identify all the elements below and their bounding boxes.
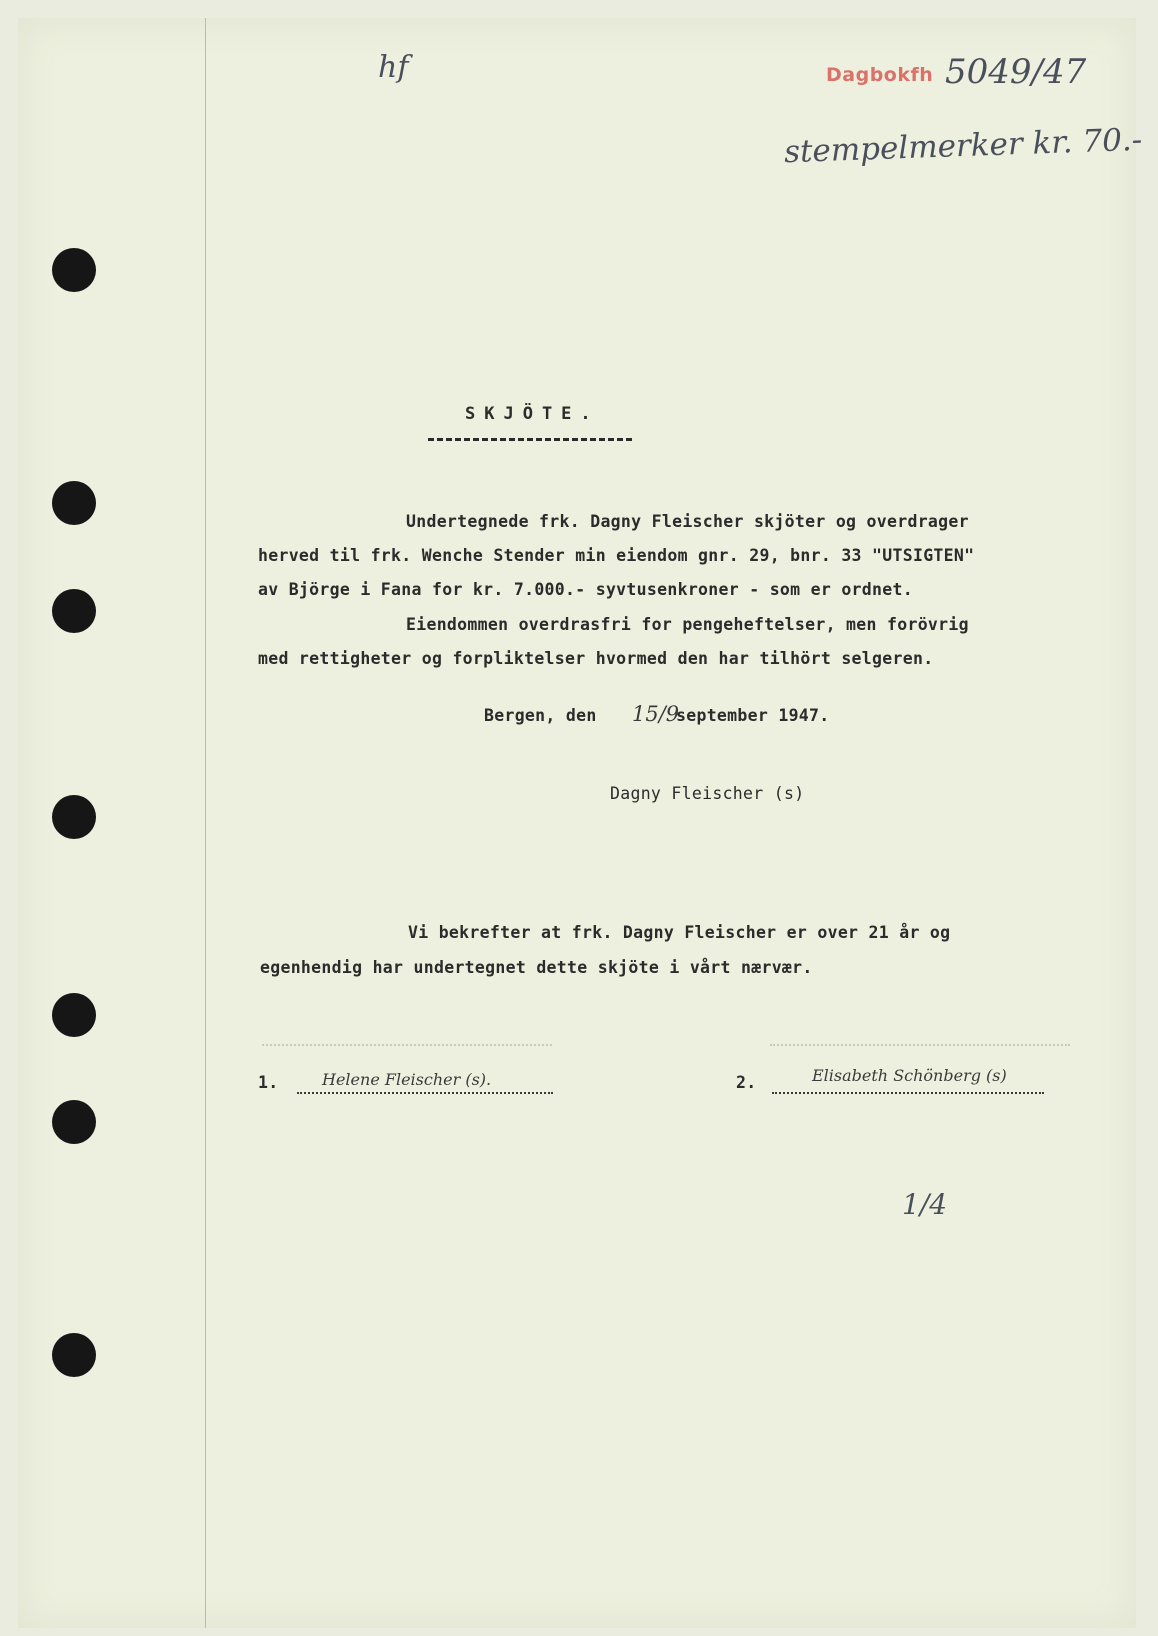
faint-dotted-line: [262, 1044, 552, 1046]
faint-dotted-line: [770, 1044, 1070, 1046]
punch-hole: [52, 589, 96, 633]
document-page: [18, 18, 1136, 1628]
title-underline: [428, 438, 632, 441]
handwritten-stamp-duty-note: stempelmerker kr. 70.-: [783, 121, 1143, 171]
witness1-signature-line: [297, 1092, 553, 1094]
handwritten-journal-number: 5049/47: [945, 52, 1087, 92]
body-line: Undertegnede frk. Dagny Fleischer skjöter og overdrager: [406, 512, 969, 531]
document-title: SKJÖTE.: [465, 404, 600, 424]
punch-hole: [52, 481, 96, 525]
witness2-number: 2.: [736, 1073, 757, 1092]
witness-line: egenhendig har undertegnet dette skjöte i vårt nærvær.: [260, 958, 813, 977]
punch-hole: [52, 248, 96, 292]
handwritten-folio-mark: 1/4: [902, 1188, 948, 1221]
handwritten-date-day: 15/9: [632, 702, 680, 726]
witness2-signature-line: [772, 1092, 1044, 1094]
date-month-year: september 1947.: [676, 706, 830, 725]
handwritten-initials: hf: [378, 50, 409, 85]
journal-stamp: Dagbokfh: [826, 64, 934, 86]
signature: Dagny Fleischer (s): [610, 784, 805, 803]
witness1-number: 1.: [258, 1073, 279, 1092]
red-margin-line: [205, 18, 206, 1628]
punch-hole: [52, 1333, 96, 1377]
body-line: herved til frk. Wenche Stender min eiendom gnr. 29, bnr. 33 "UTSIGTEN": [258, 546, 975, 565]
body-line: av Björge i Fana for kr. 7.000.- syvtusenkroner - som er ordnet.: [258, 580, 913, 599]
witness2-signature: Elisabeth Schönberg (s): [812, 1066, 1007, 1085]
body-line: med rettigheter og forpliktelser hvormed den har tilhört selgeren.: [258, 649, 934, 668]
punch-hole: [52, 993, 96, 1037]
punch-hole: [52, 1100, 96, 1144]
place-date-prefix: Bergen, den: [484, 706, 607, 725]
witness1-signature: Helene Fleischer (s).: [322, 1070, 492, 1089]
punch-hole: [52, 795, 96, 839]
body-line: Eiendommen overdrasfri for pengeheftelser, men forövrig: [406, 615, 969, 634]
witness-line: Vi bekrefter at frk. Dagny Fleischer er over 21 år og: [408, 923, 951, 942]
